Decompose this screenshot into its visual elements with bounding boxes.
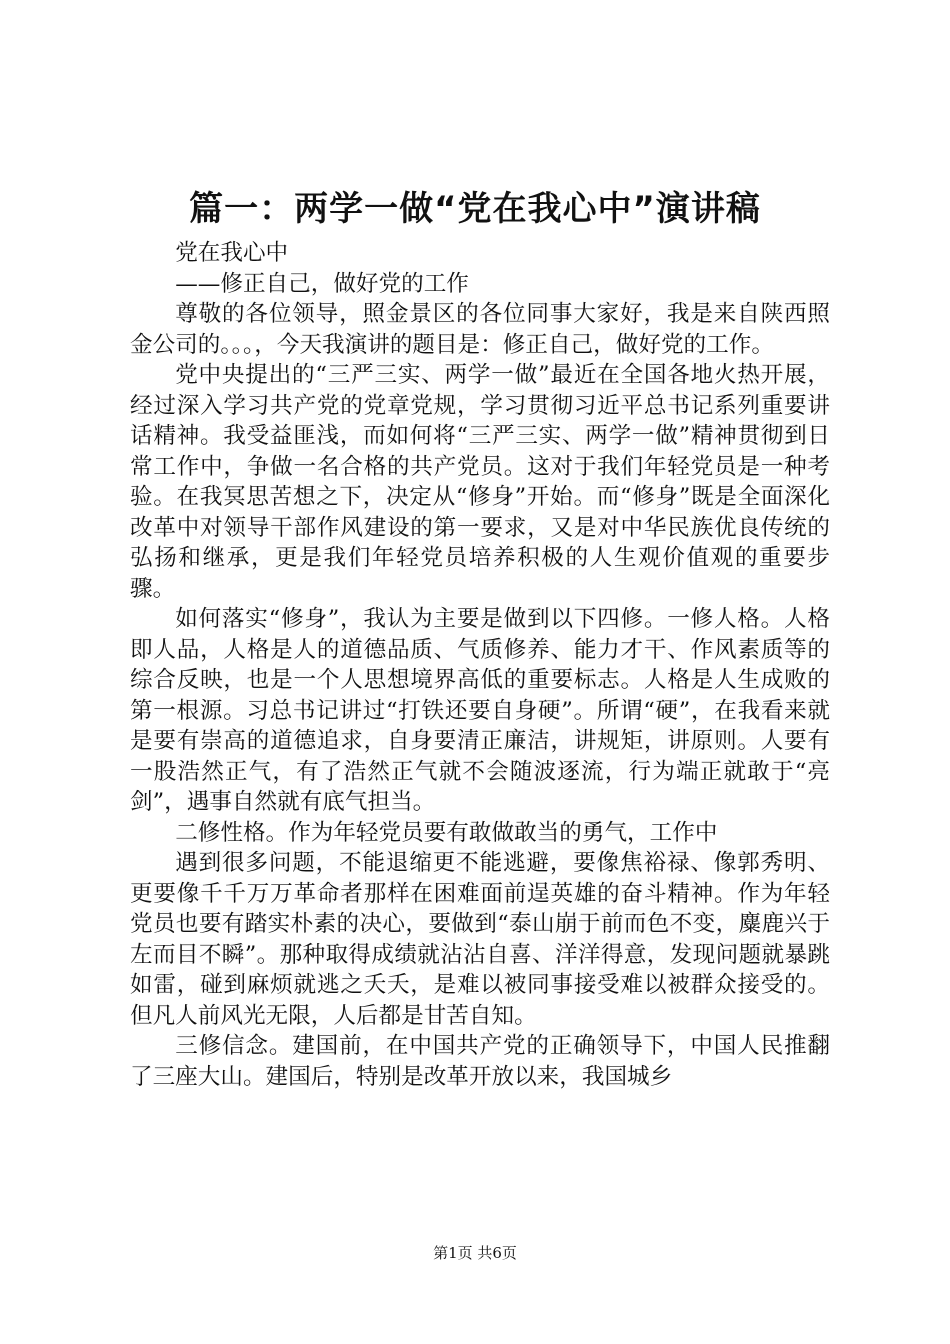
paragraph-character-continued: 遇到很多问题，不能退缩更不能逃避，要像焦裕禄、像郭秀明、更要像千千万万革命者那样在困难面前逞英雄的奋斗精神。作为年轻党员也要有踏实朴素的决心，要做到“泰山崩于前而色不变，麋鹿兴于左而目不瞬”。那种取得成绩就沾沾自喜、洋洋得意，发现问题就暴跳如雷，碰到麻烦就逃之夭夭，是难以被同事接受难以被群众接受的。但凡人前风光无限，人后都是甘苦自知。 [130,850,830,1029]
paragraph-subtitle: 党在我心中 [175,240,289,266]
document-body [130,238,830,1092]
document-title: 篇一：两学一做“党在我心中”演讲稿 [189,189,761,229]
paragraph-belief: 三修信念。建国前，在中国共产党的正确领导下，中国人民推翻了三座大山。建国后，特别是改革开放以来，我国城乡 [130,1033,830,1090]
paragraph-personality: 如何落实“修身”，我认为主要是做到以下四修。一修人格。人格即人品，人格是人的道德品质、气质修养、能力才干、作风素质等的综合反映，也是一个人思想境界高低的重要标志。人格是人生成败的第一根源。习总书记讲过“打铁还要自身硬”。所谓“硬”，在我看来就是要有崇高的道德追求，自身要清正廉洁，讲规矩，讲原则。人要有一股浩然正气，有了浩然正气就不会随波逐流，行为端正就敢于“亮剑”，遇事自然就有底气担当。 [130,606,830,815]
paragraph-subheading: ——修正自己，做好党的工作 [175,270,469,297]
paragraph-background: 党中央提出的“三严三实、两学一做”最近在全国各地火热开展，经过深入学习共产党的党章党规，学习贯彻习近平总书记系列重要讲话精神。我受益匪浅，而如何将“三严三实、两学一做”精神贯彻到日常工作中，争做一名合格的共产党员。这对于我们年轻党员是一种考验。在我冥思苦想之下，决定从“修身”开始。而“修身”既是全面深化改革中对领导干部作风建设的第一要求，又是对中华民族优良传统的弘扬和继承，更是我们年轻党员培养积极的人生观价值观的重要步骤。 [130,362,830,602]
paragraph-greeting: 尊敬的各位领导，照金景区的各位同事大家好，我是来自陕西照金公司的。。。，今天我演讲的题目是：修正自己，做好党的工作。 [130,301,830,358]
paragraph-character: 二修性格。作为年轻党员要有敢做敢当的勇气，工作中 [175,819,718,846]
page-number-footer: 第1页 共6页 [433,1244,517,1262]
